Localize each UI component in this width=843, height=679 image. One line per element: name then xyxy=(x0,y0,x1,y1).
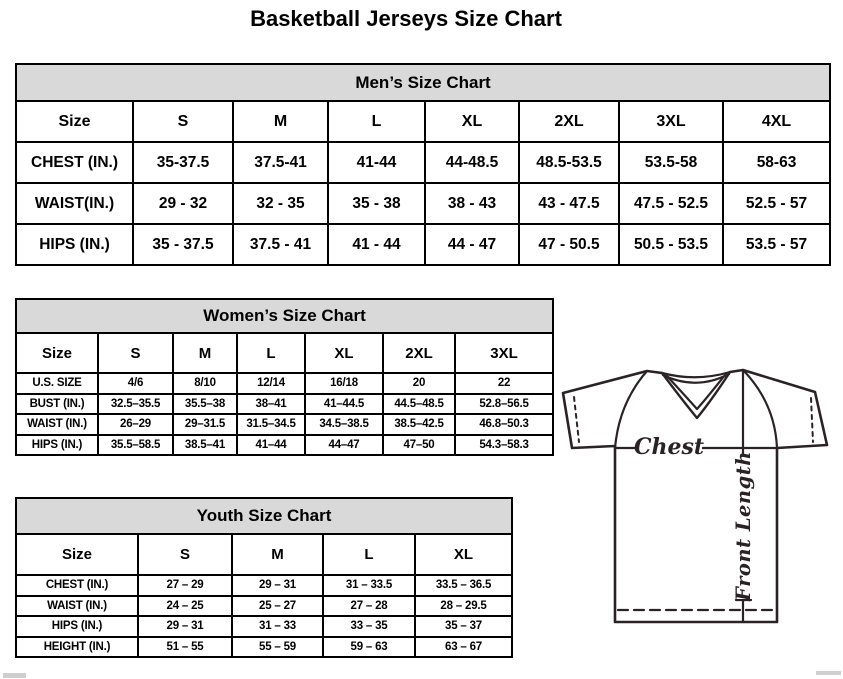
cell: 50.5 - 53.5 xyxy=(619,224,723,265)
mens-size-col: 4XL xyxy=(723,101,830,142)
row-label: CHEST (IN.) xyxy=(16,142,133,183)
cell: 37.5 - 41 xyxy=(233,224,328,265)
cell: 48.5-53.5 xyxy=(519,142,619,183)
cell: 35.5–58.5 xyxy=(98,435,173,456)
mens-size-table xyxy=(15,63,831,266)
cell: 38 - 43 xyxy=(425,183,519,224)
page-title: Basketball Jerseys Size Chart xyxy=(250,6,562,31)
cell: 54.3–58.3 xyxy=(455,435,553,456)
cell: 37.5-41 xyxy=(233,142,328,183)
youth-size-table xyxy=(15,497,513,658)
cell: 59 – 63 xyxy=(323,637,415,658)
table-row xyxy=(16,142,830,183)
cell: 44.5–48.5 xyxy=(383,394,455,415)
youth-size-col: M xyxy=(232,534,323,575)
row-label: BUST (IN.) xyxy=(16,394,98,415)
womens-size-col: M xyxy=(173,333,237,373)
cell: 58-63 xyxy=(723,142,830,183)
cell: 22 xyxy=(455,373,553,394)
cell: 51 – 55 xyxy=(138,637,232,658)
cell: 44 - 47 xyxy=(425,224,519,265)
cell: 29 – 31 xyxy=(138,616,232,637)
mens-size-col: S xyxy=(133,101,233,142)
cell: 38–41 xyxy=(237,394,305,415)
cell: 43 - 47.5 xyxy=(519,183,619,224)
cell: 52.5 - 57 xyxy=(723,183,830,224)
cell: 35 - 38 xyxy=(328,183,425,224)
row-label: WAIST (IN.) xyxy=(16,414,98,435)
cell: 44-48.5 xyxy=(425,142,519,183)
cell: 53.5 - 57 xyxy=(723,224,830,265)
cell: 31 – 33.5 xyxy=(323,575,415,596)
cell: 34.5–38.5 xyxy=(305,414,383,435)
youth-size-col: S xyxy=(138,534,232,575)
cell: 29 – 31 xyxy=(232,575,323,596)
cell: 26–29 xyxy=(98,414,173,435)
cell: 41–44 xyxy=(237,435,305,456)
cell: 12/14 xyxy=(237,373,305,394)
cell: 31 – 33 xyxy=(232,616,323,637)
row-label: HIPS (IN.) xyxy=(16,224,133,265)
youth-table-header: Youth Size Chart xyxy=(16,498,512,534)
cell: 41–44.5 xyxy=(305,394,383,415)
cell: 35 – 37 xyxy=(415,616,512,637)
cell: 25 – 27 xyxy=(232,596,323,617)
row-label: HEIGHT (IN.) xyxy=(16,637,138,658)
mens-size-col: L xyxy=(328,101,425,142)
table-row xyxy=(16,637,512,658)
cell: 38.5–41 xyxy=(173,435,237,456)
cell: 16/18 xyxy=(305,373,383,394)
youth-size-col: XL xyxy=(415,534,512,575)
cell: 47 - 50.5 xyxy=(519,224,619,265)
chest-label: Chest xyxy=(633,434,705,460)
jersey-measurement-diagram xyxy=(550,358,842,628)
cell: 27 – 28 xyxy=(323,596,415,617)
youth-size-label: Size xyxy=(16,534,138,575)
row-label: WAIST(IN.) xyxy=(16,183,133,224)
cell: 29–31.5 xyxy=(173,414,237,435)
row-label: HIPS (IN.) xyxy=(16,616,138,637)
table-row xyxy=(16,435,553,456)
womens-size-table xyxy=(15,298,554,456)
cell: 47–50 xyxy=(383,435,455,456)
front-length-label: Front Length xyxy=(732,451,755,601)
row-label: U.S. SIZE xyxy=(16,373,98,394)
cell: 32 - 35 xyxy=(233,183,328,224)
row-label: CHEST (IN.) xyxy=(16,575,138,596)
womens-size-label: Size xyxy=(16,333,98,373)
womens-size-col: 3XL xyxy=(455,333,553,373)
table-row xyxy=(16,224,830,265)
table-row xyxy=(16,373,553,394)
cell: 46.8–50.3 xyxy=(455,414,553,435)
womens-size-col: XL xyxy=(305,333,383,373)
cell: 8/10 xyxy=(173,373,237,394)
mens-size-col: 2XL xyxy=(519,101,619,142)
table-row xyxy=(16,414,553,435)
mens-size-label: Size xyxy=(16,101,133,142)
row-label: HIPS (IN.) xyxy=(16,435,98,456)
cell: 41-44 xyxy=(328,142,425,183)
cell: 35-37.5 xyxy=(133,142,233,183)
cell: 33.5 – 36.5 xyxy=(415,575,512,596)
womens-table-header: Women’s Size Chart xyxy=(16,299,553,333)
cell: 38.5–42.5 xyxy=(383,414,455,435)
mens-size-col: M xyxy=(233,101,328,142)
scrollbar-fragment[interactable] xyxy=(816,671,841,675)
table-row xyxy=(16,394,553,415)
table-row xyxy=(16,183,830,224)
cell: 27 – 29 xyxy=(138,575,232,596)
scrollbar-fragment[interactable] xyxy=(3,673,26,678)
cell: 55 – 59 xyxy=(232,637,323,658)
cell: 53.5-58 xyxy=(619,142,723,183)
table-row xyxy=(16,596,512,617)
youth-size-col: L xyxy=(323,534,415,575)
mens-size-col: 3XL xyxy=(619,101,723,142)
cell: 24 – 25 xyxy=(138,596,232,617)
womens-size-col: L xyxy=(237,333,305,373)
cell: 41 - 44 xyxy=(328,224,425,265)
table-row xyxy=(16,616,512,637)
cell: 32.5–35.5 xyxy=(98,394,173,415)
cell: 35.5–38 xyxy=(173,394,237,415)
cell: 52.8–56.5 xyxy=(455,394,553,415)
cell: 4/6 xyxy=(98,373,173,394)
womens-size-col: S xyxy=(98,333,173,373)
mens-table-header: Men’s Size Chart xyxy=(16,64,830,101)
cell: 20 xyxy=(383,373,455,394)
cell: 33 – 35 xyxy=(323,616,415,637)
cell: 63 – 67 xyxy=(415,637,512,658)
table-row xyxy=(16,575,512,596)
row-label: WAIST (IN.) xyxy=(16,596,138,617)
cell: 47.5 - 52.5 xyxy=(619,183,723,224)
womens-size-col: 2XL xyxy=(383,333,455,373)
cell: 28 – 29.5 xyxy=(415,596,512,617)
cell: 35 - 37.5 xyxy=(133,224,233,265)
cell: 31.5–34.5 xyxy=(237,414,305,435)
mens-size-col: XL xyxy=(425,101,519,142)
cell: 29 - 32 xyxy=(133,183,233,224)
cell: 44–47 xyxy=(305,435,383,456)
